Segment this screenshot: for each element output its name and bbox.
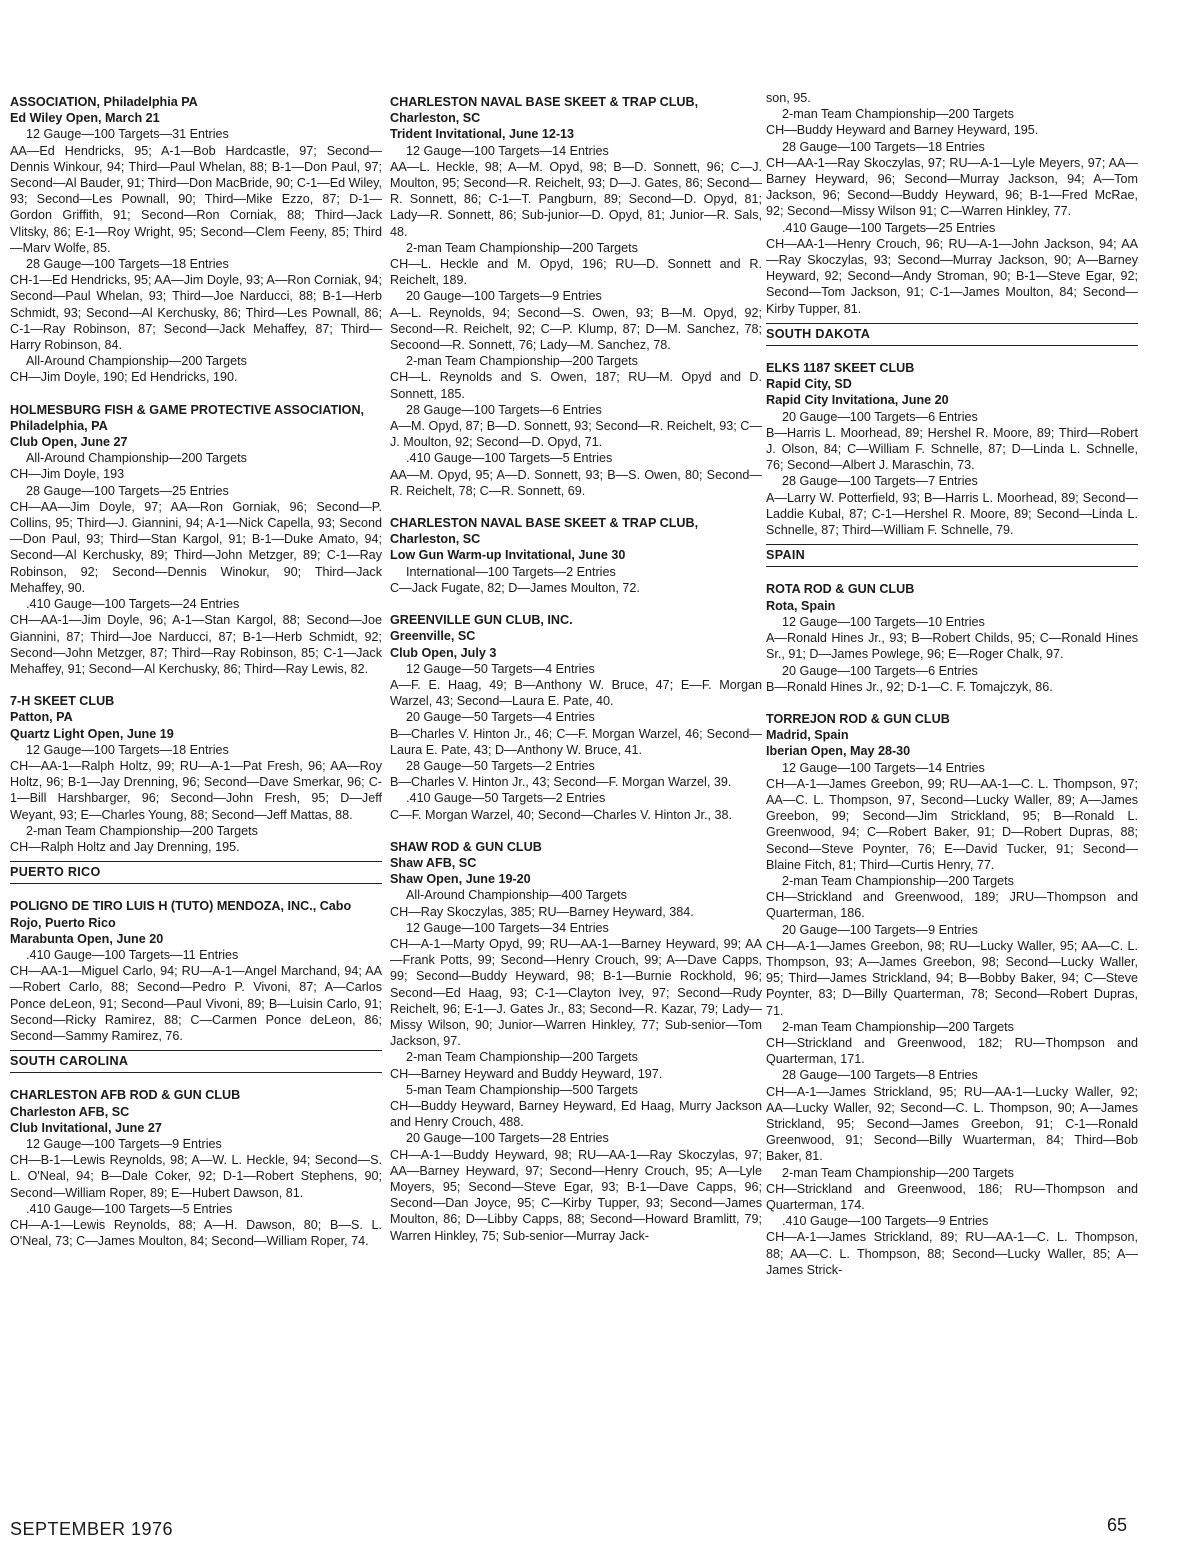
state-heading: SOUTH DAKOTA xyxy=(766,323,1138,346)
results-text: AA—Ed Hendricks, 95; A-1—Bob Hardcastle, 97; Second—Dennis Winkour, 94; Third—Paul Whelan, 88; B-1—Don Paul, 97; Second—Al Bauder, 91; Third—Don MacBride, 90; C-1—Ed Wiley, 93; Second—Les Pownall, 90; Third—Mike Ezzo, 87; D-1—Gordon Griffith, 91; Second—Ron Corniak, 88; Third—Jack Vlitsky, 86; E-1—Roy Wright, 95; Second—Clem Feeny, 85; Third—Marv Wolfe, 85. xyxy=(10,143,382,255)
event-class: .410 Gauge—50 Targets—2 Entries xyxy=(406,791,606,806)
issue-date: SEPTEMBER 1976 xyxy=(10,1519,174,1539)
results-text: CH—A-1—James Greebon, 99; RU—AA-1—C. L. Thompson, 97; AA—C. L. Thompson, 97, Second—Lucky Waller, 89; A—James Greebon, 99; Second—Jim Strickland, 95; B—Ronald L. Greenwood, 94; C—Robert Baker, 91; D—Robert Dupras, 88; Second—Steve Poynter, 76; E—David Tucker, 91; Second—Blaine Fitch, 81; Third—Curtis Henry, 77. xyxy=(766,776,1138,872)
results-text: CH—Strickland and Greenwood, 186; RU—Thompson and Quarterman, 174. xyxy=(766,1181,1138,1212)
club-name: POLIGNO DE TIRO LUIS H (TUTO) MENDOZA, INC., Cabo Rojo, Puerto Rico xyxy=(10,899,352,930)
results-text: CH—Jim Doyle, 190; Ed Hendricks, 190. xyxy=(10,370,238,385)
results-text: A—Ronald Hines Jr., 93; B—Robert Childs, 95; C—Ronald Hines Sr., 91; D—James Powlege, 96; E—Roger Chalk, 97. xyxy=(766,631,1138,662)
event-class: 28 Gauge—100 Targets—18 Entries xyxy=(26,257,229,272)
column-1 xyxy=(10,94,382,1249)
results-text: CH—Strickland and Greenwood, 189; JRU—Thompson and Quarterman, 186. xyxy=(766,890,1138,921)
results-text: B—Harris L. Moorhead, 89; Hershel R. Moore, 89; Third—Robert J. Olson, 84; C—William F. Schnelle, 87; D—Linda L. Schnelle, 76; Second—Albert J. Maraschin, 73. xyxy=(766,425,1138,473)
results-text: AA—L. Heckle, 98; A—M. Opyd, 98; B—D. Sonnett, 96; C—J. Moulton, 95; Second—R. Reichelt, 93; D—J. Gates, 86; Second—R. Sonnett, 86; C-1—T. Pangburn, 89; Second—D. Opyd, 81; Lady—R. Sonnett, 86; Sub-junior—D. Opyd, 81; Junior—R. Sals, 48. xyxy=(390,159,762,239)
club-name: CHARLESTON NAVAL BASE SKEET & TRAP CLUB, Charleston, SC xyxy=(390,516,699,547)
club-location: Madrid, Spain xyxy=(766,728,849,743)
event-title: Quartz Light Open, June 19 xyxy=(10,726,174,741)
event-title: Shaw Open, June 19-20 xyxy=(390,872,531,887)
club-name: ASSOCIATION, Philadelphia PA xyxy=(10,95,198,109)
event-class: 12 Gauge—50 Targets—4 Entries xyxy=(406,661,595,676)
state-heading: SPAIN xyxy=(766,544,1138,567)
results-text: CH—Buddy Heyward and Barney Heyward, 195. xyxy=(766,123,1039,138)
event-class: 12 Gauge—100 Targets—31 Entries xyxy=(26,127,229,142)
results-text: CH—Ralph Holtz and Jay Drenning, 195. xyxy=(10,839,240,854)
event-class: .410 Gauge—100 Targets—25 Entries xyxy=(782,220,996,235)
event-class: 20 Gauge—100 Targets—9 Entries xyxy=(782,922,978,937)
event-class: .410 Gauge—100 Targets—5 Entries xyxy=(406,451,613,466)
results-text: CH—B-1—Lewis Reynolds, 98; A—W. L. Heckle, 94; Second—S. L. O'Neal, 94; B—Dale Coker, 92; D-1—Robert Stephens, 90; Second—William Roper, 89; E—Hubert Dawson, 81. xyxy=(10,1153,382,1200)
club-location: Rota, Spain xyxy=(766,598,836,613)
results-text: A—L. Reynolds, 94; Second—S. Owen, 93; B—M. Opyd, 92; Second—R. Reichelt, 92; C—P. Klump, 87; D—M. Sanchez, 78; Secoond—R. Sonnett, 76; Lady—M. Sanchez, 78. xyxy=(390,305,762,353)
club-name: 7-H SKEET CLUB xyxy=(10,694,115,709)
event-class: 12 Gauge—100 Targets—18 Entries xyxy=(26,742,229,757)
results-text: CH—A-1—Marty Opyd, 99; RU—AA-1—Barney Heyward, 99; AA—Frank Potts, 99; Second—Henry Crouch, 99; A—Dave Capps, 99; Second—Buddy Heyward, 98; B-1—Burnie Rockhold, 96; Second—Ed Haag, 93; C-1—Clayton Ivey, 97; Second—Rudy Reichelt, 96; E-1—J. Gates Jr., 83; Second—R. Kazar, 79; Lady—Missy Wilson, 90; Junior—Warren Hinkley, 77; Sub-senior—Tom Jackson, 97. xyxy=(390,936,762,1049)
club-name: GREENVILLE GUN CLUB, INC. xyxy=(390,613,573,628)
event-class: 5-man Team Championship—500 Targets xyxy=(406,1082,638,1097)
results-text: AA—M. Opyd, 95; A—D. Sonnett, 93; B—S. Owen, 80; Second—R. Reichelt, 78; C—R. Sonnett, 69. xyxy=(390,467,762,498)
event-class: 20 Gauge—100 Targets—6 Entries xyxy=(782,409,978,424)
club-location: Shaw AFB, SC xyxy=(390,855,477,870)
results-text: B—Charles V. Hinton Jr., 43; Second—F. Morgan Warzel, 39. xyxy=(390,775,732,790)
results-text: CH—A-1—James Greebon, 98; RU—Lucky Waller, 95; AA—C. L. Thompson, 93; A—James Greebon, 98; Second—Lucky Waller, 95; Third—James Strickland, 94; B—Bobby Baker, 94; C—Steve Poynter, 83; D—Billy Quarterman, 78; Second—Robert Dupras, 71. xyxy=(766,938,1138,1018)
event-class: 20 Gauge—50 Targets—4 Entries xyxy=(406,710,595,725)
results-text: A—M. Opyd, 87; B—D. Sonnett, 93; Second—R. Reichelt, 93; C—J. Moulton, 92; Second—D. Opyd, 71. xyxy=(390,419,762,450)
event-title: Iberian Open, May 28-30 xyxy=(766,744,911,759)
results-text: CH—L. Heckle and M. Opyd, 196; RU—D. Sonnett and R. Reichelt, 189. xyxy=(390,257,762,288)
club-name: CHARLESTON AFB ROD & GUN CLUB xyxy=(10,1088,241,1103)
results-text: A—Larry W. Potterfield, 93; B—Harris L. Moorhead, 89; Second—Laddie Kubal, 87; C-1—Hershel R. Moore, 89; Second—Linda L. Schnelle, 87; Third—William F. Schnelle, 79. xyxy=(766,490,1138,538)
event-class: 28 Gauge—100 Targets—7 Entries xyxy=(782,474,978,489)
results-text: CH—A-1—Buddy Heyward, 98; RU—AA-1—Ray Skoczylas, 97; AA—Barney Heyward, 97; Second—Henry Crouch, 95; A—Lyle Moyers, 95; Second—Steve Egar, 93; B-1—Dave Capps, 96; Second—Dan Joyce, 95; C—Kirby Tupper, 93; Second—James Moulton, 86; D—Libby Capps, 88; Second—Howard Bramlitt, 79; Warren Hinkley, 75; Sub-senior—Murray Jack- xyxy=(390,1147,762,1243)
event-class: 28 Gauge—50 Targets—2 Entries xyxy=(406,758,595,773)
event-class: .410 Gauge—100 Targets—11 Entries xyxy=(26,947,239,962)
event-class: 28 Gauge—100 Targets—25 Entries xyxy=(26,483,229,498)
results-text: B—Ronald Hines Jr., 92; D-1—C. F. Tomajczyk, 86. xyxy=(766,679,1053,694)
event-class: 2-man Team Championship—200 Targets xyxy=(782,1019,1014,1034)
results-text: CH—A-1—James Strickland, 95; RU—AA-1—Lucky Waller, 92; AA—Lucky Waller, 92; Second—C. L. Thompson, 90; A—James Strickland, 95; Second—James Greebon, 91; C-1—Ronald Greenwood, 91; Second—Billy Wuarterman, 84; Third—Bob Baker, 81. xyxy=(766,1084,1138,1164)
column-3 xyxy=(766,90,1138,1278)
results-text: CH—A-1—Lewis Reynolds, 88; A—H. Dawson, 80; B—S. L. O'Neal, 73; C—James Moulton, 84; Second—William Roper, 74. xyxy=(10,1218,382,1249)
event-class: 28 Gauge—100 Targets—18 Entries xyxy=(782,139,985,154)
results-text: CH—L. Reynolds and S. Owen, 187; RU—M. Opyd and D. Sonnett, 185. xyxy=(390,370,762,401)
results-text: CH—Jim Doyle, 193 xyxy=(10,467,125,482)
event-title: Marabunta Open, June 20 xyxy=(10,931,164,946)
club-name: CHARLESTON NAVAL BASE SKEET & TRAP CLUB, Charleston, SC xyxy=(390,95,699,126)
event-class: 12 Gauge—100 Targets—14 Entries xyxy=(406,143,609,158)
club-location: Rapid City, SD xyxy=(766,377,852,392)
results-text: C—F. Morgan Warzel, 40; Second—Charles V. Hinton Jr., 38. xyxy=(390,807,733,822)
event-class: All-Around Championship—200 Targets xyxy=(26,451,247,466)
event-class: 2-man Team Championship—200 Targets xyxy=(782,107,1014,122)
results-text: CH—AA-1—Henry Crouch, 96; RU—A-1—John Jackson, 94; AA—Ray Skoczylas, 93; Second—Murray Jackson, 90; A—Barney Heyward, 92; Second—Andy Stroman, 90; B-1—Steve Egar, 92; Second—Tom Jackson, 91; C-1—James Moulton, 84; Second—Kirby Tupper, 81. xyxy=(766,236,1138,316)
results-text: CH—Strickland and Greenwood, 182; RU—Thompson and Quarterman, 171. xyxy=(766,1035,1138,1067)
club-name: HOLMESBURG FISH & GAME PROTECTIVE ASSOCIATION, Philadelphia, PA xyxy=(10,402,365,433)
event-class: 12 Gauge—100 Targets—14 Entries xyxy=(782,760,985,775)
event-class: 2-man Team Championship—200 Targets xyxy=(406,240,638,255)
event-class: 2-man Team Championship—200 Targets xyxy=(782,873,1014,888)
state-heading: SOUTH CAROLINA xyxy=(10,1050,382,1073)
event-class: 12 Gauge—100 Targets—10 Entries xyxy=(782,614,985,629)
results-text: CH—Barney Heyward and Buddy Heyward, 197. xyxy=(390,1066,663,1081)
page-number: 65 xyxy=(1107,1515,1128,1535)
results-text: CH—AA-1—Jim Doyle, 96; A-1—Stan Kargol, 88; Second—Joe Giannini, 87; Third—Joe Narducci, 87; B-1—Herb Schmidt, 92; Second—John Metzger, 87; Third—Ray Robinson, 85; C-1—Jack Mehaffey, 91; Second—Al Kerchusky, 86; Third—Ray Lewis, 82. xyxy=(10,613,382,676)
results-text: son, 95. xyxy=(766,91,811,105)
club-location: Greenville, SC xyxy=(390,629,476,644)
club-name: SHAW ROD & GUN CLUB xyxy=(390,839,542,854)
event-class: .410 Gauge—100 Targets—5 Entries xyxy=(26,1201,233,1216)
results-text: CH—Ray Skoczylas, 385; RU—Barney Heyward, 384. xyxy=(390,904,694,919)
club-location: Patton, PA xyxy=(10,710,73,725)
event-class: .410 Gauge—100 Targets—24 Entries xyxy=(26,597,240,612)
event-class: 2-man Team Championship—200 Targets xyxy=(406,354,638,369)
club-name: ELKS 1187 SKEET CLUB xyxy=(766,361,915,376)
event-class: 12 Gauge—100 Targets—9 Entries xyxy=(26,1136,222,1151)
event-class: All-Around Championship—400 Targets xyxy=(406,888,627,903)
event-class: 28 Gauge—100 Targets—6 Entries xyxy=(406,402,602,417)
event-class: 2-man Team Championship—200 Targets xyxy=(406,1050,638,1065)
results-text: CH—AA-1—Ralph Holtz, 99; RU—A-1—Pat Fresh, 96; AA—Roy Holtz, 96; B-1—Jay Drenning, 96; Second—Dave Smerkar, 96; C-1—Bill Harshbarger, 96; Second—John Fresh, 95; D—Jeff Weyant, 93; E—Charles Young, 88; Second—Jeff Mattas, 88. xyxy=(10,758,382,822)
event-class: 20 Gauge—100 Targets—28 Entries xyxy=(406,1131,609,1146)
event-title: Club Invitational, June 27 xyxy=(10,1120,162,1135)
event-class: 28 Gauge—100 Targets—8 Entries xyxy=(782,1068,978,1083)
results-text: C—Jack Fugate, 82; D—James Moulton, 72. xyxy=(390,580,640,595)
results-text: B—Charles V. Hinton Jr., 46; C—F. Morgan Warzel, 46; Second—Laura E. Pate, 43; D—Anthony W. Bruce, 41. xyxy=(390,726,762,757)
column-2 xyxy=(390,94,762,1244)
event-title: Club Open, June 27 xyxy=(10,435,128,450)
results-text: CH—AA—Jim Doyle, 97; AA—Ron Gorniak, 96; Second—P. Collins, 95; Third—J. Giannini, 94; A-1—Nick Capella, 93; Second—Don Paul, 93; Third—Stan Kargol, 91; B-1—Duke Amato, 94; Second—Al Kerchusky, 89; Third—John Metzger, 89; C-1—Ray Robinson, 92; Second—Dennis Winokur, 90; Third—Jack Mehaffey, 90. xyxy=(10,499,382,595)
event-title: Trident Invitational, June 12-13 xyxy=(390,127,575,142)
event-class: 12 Gauge—100 Targets—34 Entries xyxy=(406,920,609,935)
results-text: CH—AA-1—Ray Skoczylas, 97; RU—A-1—Lyle Meyers, 97; AA—Barney Heyward, 96; Second—Murray Jackson, 94; A—Tom Jackson, 96; Second—Buddy Heyward, 96; B-1—Fred McRae, 92; Second—Missy Wilson 91; C—Warren Hinkley, 77. xyxy=(766,155,1138,219)
event-title: Rapid City Invitationa, June 20 xyxy=(766,393,949,408)
event-class: 20 Gauge—100 Targets—9 Entries xyxy=(406,289,602,304)
event-title: Low Gun Warm-up Invitational, June 30 xyxy=(390,548,626,563)
club-name: TORREJON ROD & GUN CLUB xyxy=(766,711,950,726)
results-text: CH—A-1—James Strickland, 89; RU—AA-1—C. L. Thompson, 88; AA—C. L. Thompson, 88; Second—Lucky Waller, 85; A—James Strick- xyxy=(766,1230,1138,1277)
event-class: All-Around Championship—200 Targets xyxy=(26,354,247,369)
event-title: Club Open, July 3 xyxy=(390,645,497,660)
event-class: 20 Gauge—100 Targets—6 Entries xyxy=(782,663,978,678)
results-text: CH—AA-1—Miguel Carlo, 94; RU—A-1—Angel Marchand, 94; AA—Robert Carlo, 88; Second—Pedro P. Vivoni, 87; A—Carlos Ponce deLeon, 91; Second—Paul Vivoni, 89; B—Luisin Carlo, 91; Second—Ricky Ramirez, 88; C—Carmen Ponce deLeon, 86; Second—Sammy Ramirez, 76. xyxy=(10,964,382,1043)
club-name: ROTA ROD & GUN CLUB xyxy=(766,582,915,597)
event-class: 2-man Team Championship—200 Targets xyxy=(782,1165,1014,1180)
event-title: Ed Wiley Open, March 21 xyxy=(10,111,160,126)
results-text: CH-1—Ed Hendricks, 95; AA—Jim Doyle, 93; A—Ron Corniak, 94; Second—Paul Whelan, 93; Third—Joe Narducci, 88; B-1—Herb Schmidt, 93; Second—Al Kerchusky, 86; Third—Les Pownall, 86; C-1—Ray Robinson, 87; Second—Jack Mehaffey, 87; Third—Harry Robinson, 84. xyxy=(10,273,382,353)
event-class: 2-man Team Championship—200 Targets xyxy=(26,823,258,838)
event-class: International—100 Targets—2 Entries xyxy=(406,564,616,579)
event-class: .410 Gauge—100 Targets—9 Entries xyxy=(782,1214,989,1229)
club-location: Charleston AFB, SC xyxy=(10,1104,130,1119)
state-heading: PUERTO RICO xyxy=(10,861,382,884)
results-text: A—F. E. Haag, 49; B—Anthony W. Bruce, 47; E—F. Morgan Warzel, 43; Second—Laura E. Pate, 40. xyxy=(390,677,762,709)
results-text: CH—Buddy Heyward, Barney Heyward, Ed Haag, Murry Jackson and Henry Crouch, 488. xyxy=(390,1098,762,1130)
